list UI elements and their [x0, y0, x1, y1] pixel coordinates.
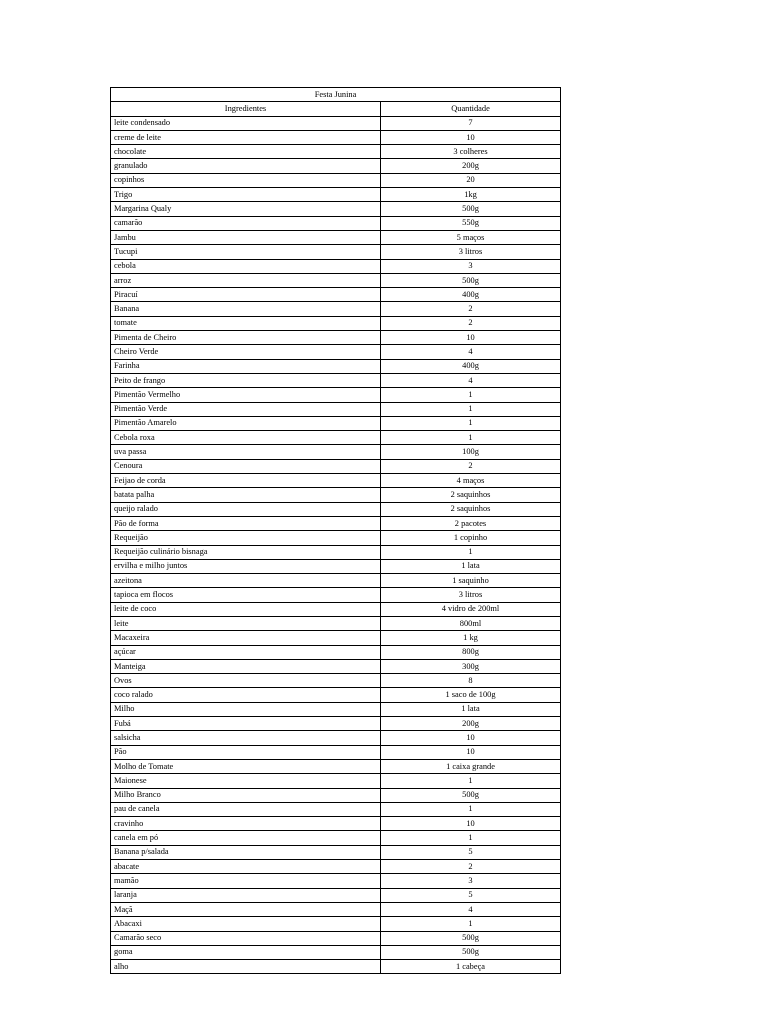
ingredient-cell: Piracuí [111, 288, 381, 302]
ingredient-cell: Farinha [111, 359, 381, 373]
table-row [111, 616, 561, 630]
quantity-cell: 1 [381, 402, 561, 416]
quantity-cell: 200g [381, 159, 561, 173]
document-page [110, 87, 560, 974]
table-row [111, 359, 561, 373]
quantity-cell: 800g [381, 645, 561, 659]
table-row [111, 645, 561, 659]
quantity-cell: 8 [381, 674, 561, 688]
table-row [111, 960, 561, 974]
quantity-cell: 4 vidro de 200ml [381, 602, 561, 616]
quantity-cell: 10 [381, 130, 561, 144]
ingredient-cell: Jambu [111, 230, 381, 244]
table-row [111, 116, 561, 130]
table-row [111, 931, 561, 945]
ingredient-cell: goma [111, 945, 381, 959]
table-row [111, 674, 561, 688]
ingredient-cell: Manteiga [111, 659, 381, 673]
quantity-cell: 2 saquinhos [381, 502, 561, 516]
ingredient-cell: Trigo [111, 188, 381, 202]
quantity-cell: 1 cabeça [381, 960, 561, 974]
ingredient-cell: Banana [111, 302, 381, 316]
quantity-cell: 1 [381, 545, 561, 559]
quantity-cell: 2 [381, 302, 561, 316]
table-row [111, 588, 561, 602]
table-row [111, 917, 561, 931]
table-row [111, 288, 561, 302]
table-row [111, 302, 561, 316]
table-row [111, 145, 561, 159]
quantity-cell: 3 litros [381, 588, 561, 602]
table-row [111, 831, 561, 845]
ingredient-cell: Maionese [111, 774, 381, 788]
ingredients-table [110, 87, 561, 974]
quantity-cell: 2 [381, 860, 561, 874]
ingredient-cell: camarão [111, 216, 381, 230]
table-row [111, 845, 561, 859]
table-row [111, 531, 561, 545]
quantity-cell: 300g [381, 659, 561, 673]
ingredient-cell: Requeijão culinário bisnaga [111, 545, 381, 559]
table-row [111, 545, 561, 559]
ingredient-cell: cravinho [111, 817, 381, 831]
table-row [111, 474, 561, 488]
table-row [111, 431, 561, 445]
quantity-cell: 10 [381, 331, 561, 345]
ingredient-cell: Maçã [111, 902, 381, 916]
quantity-cell: 1 [381, 802, 561, 816]
ingredient-cell: Margarina Qualy [111, 202, 381, 216]
table-row [111, 516, 561, 530]
table-row [111, 817, 561, 831]
quantity-cell: 1 copinho [381, 531, 561, 545]
quantity-cell: 7 [381, 116, 561, 130]
quantity-cell: 100g [381, 445, 561, 459]
ingredient-cell: cebola [111, 259, 381, 273]
ingredient-cell: Requeijão [111, 531, 381, 545]
ingredient-cell: granulado [111, 159, 381, 173]
quantity-cell: 400g [381, 359, 561, 373]
table-row [111, 602, 561, 616]
ingredient-cell: tomate [111, 316, 381, 330]
quantity-cell: 1 [381, 917, 561, 931]
ingredient-cell: laranja [111, 888, 381, 902]
ingredient-cell: Ovos [111, 674, 381, 688]
table-row [111, 688, 561, 702]
table-row [111, 659, 561, 673]
quantity-cell: 1 [381, 388, 561, 402]
quantity-cell: 500g [381, 273, 561, 287]
quantity-cell: 3 [381, 874, 561, 888]
table-row [111, 860, 561, 874]
quantity-cell: 500g [381, 788, 561, 802]
quantity-cell: 400g [381, 288, 561, 302]
quantity-cell: 4 [381, 345, 561, 359]
quantity-cell: 2 [381, 316, 561, 330]
table-row [111, 902, 561, 916]
ingredient-cell: batata palha [111, 488, 381, 502]
ingredient-cell: abacate [111, 860, 381, 874]
table-row [111, 402, 561, 416]
table-row [111, 631, 561, 645]
table-row [111, 459, 561, 473]
table-row [111, 388, 561, 402]
table-row [111, 202, 561, 216]
table-row [111, 331, 561, 345]
table-row [111, 345, 561, 359]
quantity-cell: 1 kg [381, 631, 561, 645]
table-row [111, 888, 561, 902]
quantity-cell: 1 saquinho [381, 574, 561, 588]
ingredient-cell: Milho [111, 702, 381, 716]
quantity-cell: 1kg [381, 188, 561, 202]
quantity-cell: 500g [381, 931, 561, 945]
ingredient-cell: Banana p/salada [111, 845, 381, 859]
ingredient-cell: Macaxeira [111, 631, 381, 645]
table-row [111, 316, 561, 330]
table-row [111, 559, 561, 573]
quantity-cell: 1 [381, 416, 561, 430]
quantity-cell: 4 maços [381, 474, 561, 488]
ingredient-cell: azeitona [111, 574, 381, 588]
ingredient-cell: canela em pó [111, 831, 381, 845]
quantity-cell: 4 [381, 902, 561, 916]
table-header-row [111, 102, 561, 116]
table-row [111, 273, 561, 287]
ingredient-cell: Feijao de corda [111, 474, 381, 488]
table-row [111, 130, 561, 144]
table-row [111, 259, 561, 273]
quantity-cell: 800ml [381, 616, 561, 630]
ingredient-cell: Fubá [111, 717, 381, 731]
table-row [111, 574, 561, 588]
ingredient-cell: Camarão seco [111, 931, 381, 945]
table-row [111, 159, 561, 173]
table-row [111, 702, 561, 716]
ingredient-cell: uva passa [111, 445, 381, 459]
table-title-row [111, 88, 561, 102]
table-row [111, 373, 561, 387]
quantity-cell: 200g [381, 717, 561, 731]
table-row [111, 717, 561, 731]
quantity-cell: 3 colheres [381, 145, 561, 159]
table-row [111, 874, 561, 888]
ingredient-cell: Milho Branco [111, 788, 381, 802]
table-row [111, 245, 561, 259]
table-row [111, 502, 561, 516]
table-row [111, 788, 561, 802]
quantity-cell: 500g [381, 945, 561, 959]
quantity-cell: 2 pacotes [381, 516, 561, 530]
quantity-cell: 1 [381, 431, 561, 445]
table-title: Festa Junina [111, 88, 561, 102]
ingredient-cell: Pimentão Verde [111, 402, 381, 416]
quantity-cell: 10 [381, 745, 561, 759]
ingredient-cell: leite condensado [111, 116, 381, 130]
quantity-cell: 4 [381, 373, 561, 387]
ingredient-cell: queijo ralado [111, 502, 381, 516]
ingredient-cell: Pimenta de Cheiro [111, 331, 381, 345]
ingredient-cell: salsicha [111, 731, 381, 745]
quantity-cell: 1 caixa grande [381, 759, 561, 773]
table-row [111, 445, 561, 459]
quantity-cell: 5 [381, 845, 561, 859]
table-row [111, 802, 561, 816]
ingredient-cell: coco ralado [111, 688, 381, 702]
table-row [111, 416, 561, 430]
quantity-cell: 10 [381, 731, 561, 745]
ingredient-cell: copinhos [111, 173, 381, 187]
ingredient-cell: chocolate [111, 145, 381, 159]
ingredient-cell: açúcar [111, 645, 381, 659]
ingredient-cell: Peito de frango [111, 373, 381, 387]
quantity-cell: 1 saco de 100g [381, 688, 561, 702]
ingredient-cell: alho [111, 960, 381, 974]
quantity-cell: 10 [381, 817, 561, 831]
ingredient-cell: Cenoura [111, 459, 381, 473]
ingredient-cell: leite de coco [111, 602, 381, 616]
quantity-cell: 2 [381, 459, 561, 473]
ingredient-cell: Pão de forma [111, 516, 381, 530]
ingredient-cell: Pão [111, 745, 381, 759]
table-body [111, 116, 561, 974]
table-row [111, 488, 561, 502]
quantity-cell: 1 [381, 831, 561, 845]
table-row [111, 774, 561, 788]
quantity-cell: 5 maços [381, 230, 561, 244]
quantity-cell: 3 [381, 259, 561, 273]
ingredient-cell: Pimentão Amarelo [111, 416, 381, 430]
ingredient-cell: leite [111, 616, 381, 630]
quantity-cell: 500g [381, 202, 561, 216]
ingredient-cell: Tucupi [111, 245, 381, 259]
quantity-cell: 3 litros [381, 245, 561, 259]
ingredient-cell: tapioca em flocos [111, 588, 381, 602]
table-row [111, 759, 561, 773]
ingredient-cell: arroz [111, 273, 381, 287]
table-row [111, 188, 561, 202]
quantity-cell: 2 saquinhos [381, 488, 561, 502]
ingredient-cell: ervilha e milho juntos [111, 559, 381, 573]
table-row [111, 745, 561, 759]
quantity-cell: 5 [381, 888, 561, 902]
quantity-header: Quantidade [381, 102, 561, 116]
ingredients-header: Ingredientes [111, 102, 381, 116]
ingredient-cell: creme de leite [111, 130, 381, 144]
quantity-cell: 20 [381, 173, 561, 187]
ingredient-cell: Molho de Tomate [111, 759, 381, 773]
quantity-cell: 550g [381, 216, 561, 230]
ingredient-cell: Cheiro Verde [111, 345, 381, 359]
ingredient-cell: pau de canela [111, 802, 381, 816]
table-row [111, 230, 561, 244]
table-row [111, 173, 561, 187]
table-row [111, 216, 561, 230]
ingredient-cell: mamão [111, 874, 381, 888]
quantity-cell: 1 [381, 774, 561, 788]
table-row [111, 945, 561, 959]
table-row [111, 731, 561, 745]
quantity-cell: 1 lata [381, 702, 561, 716]
ingredient-cell: Cebola roxa [111, 431, 381, 445]
ingredient-cell: Abacaxi [111, 917, 381, 931]
ingredient-cell: Pimentão Vermelho [111, 388, 381, 402]
quantity-cell: 1 lata [381, 559, 561, 573]
